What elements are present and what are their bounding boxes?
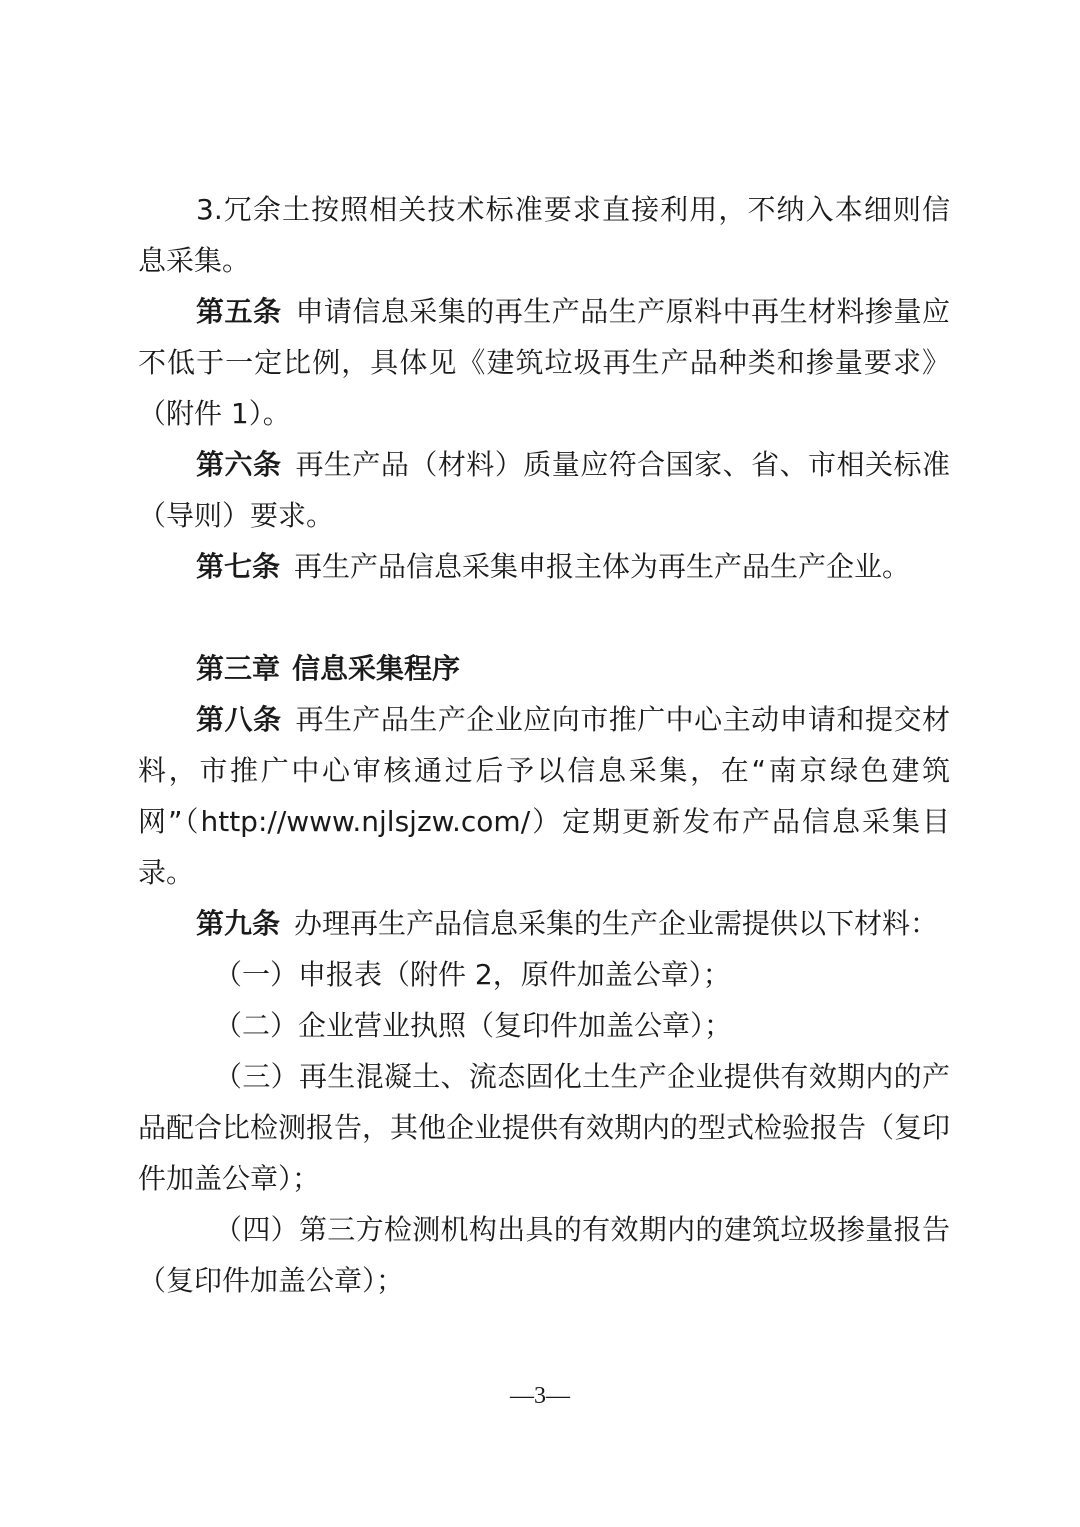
article-label: 第七条 — [196, 550, 281, 583]
article-text: 再生产品（材料）质量应符合国家、省、市相关标准（导则）要求。 — [138, 448, 950, 532]
paragraph-text: 3.冗余土按照相关技术标准要求直接利用，不纳入本细则信息采集。 — [138, 193, 950, 277]
page-number: —3— — [510, 1383, 570, 1409]
chapter-label: 第三章 — [196, 652, 281, 685]
chapter-heading — [138, 643, 950, 694]
article-text: 再生产品信息采集申报主体为再生产品生产企业。 — [294, 550, 911, 583]
document-body — [138, 184, 950, 1306]
article-text: 再生产品生产企业应向市推广中心主动申请和提交材料，市推广中心审核通过后予以信息采集，在“南京绿色建筑网”（http://www.njlsjzw.com/）定期更新发布产品信息采集目录。 — [138, 703, 950, 889]
article-9 — [138, 898, 950, 949]
article-label: 第五条 — [196, 295, 282, 328]
article-label: 第八条 — [196, 703, 282, 736]
article-8 — [138, 694, 950, 898]
article-6 — [138, 439, 950, 541]
article-text: 办理再生产品信息采集的生产企业需提供以下材料： — [294, 907, 939, 940]
list-item: （四）第三方检测机构出具的有效期内的建筑垃圾掺量报告（复印件加盖公章）； — [138, 1213, 950, 1297]
article-label: 第九条 — [196, 907, 281, 940]
spacer — [138, 592, 950, 643]
paragraph-redundant-soil — [138, 184, 950, 286]
list-item: （三）再生混凝土、流态固化土生产企业提供有效期内的产品配合比检测报告，其他企业提供有效期内的型式检验报告（复印件加盖公章）； — [138, 1060, 951, 1195]
list-item: （一）申报表（附件 2，原件加盖公章）； — [214, 958, 731, 991]
list-item: （二）企业营业执照（复印件加盖公章）； — [214, 1009, 733, 1042]
article-7 — [138, 541, 950, 592]
chapter-title: 信息采集程序 — [292, 652, 461, 685]
article-label: 第六条 — [196, 448, 282, 481]
article-5 — [138, 286, 950, 439]
article-text: 申请信息采集的再生产品生产原料中再生材料掺量应不低于一定比例，具体见《建筑垃圾再生产品种类和掺量要求》（附件 1）。 — [138, 295, 950, 430]
